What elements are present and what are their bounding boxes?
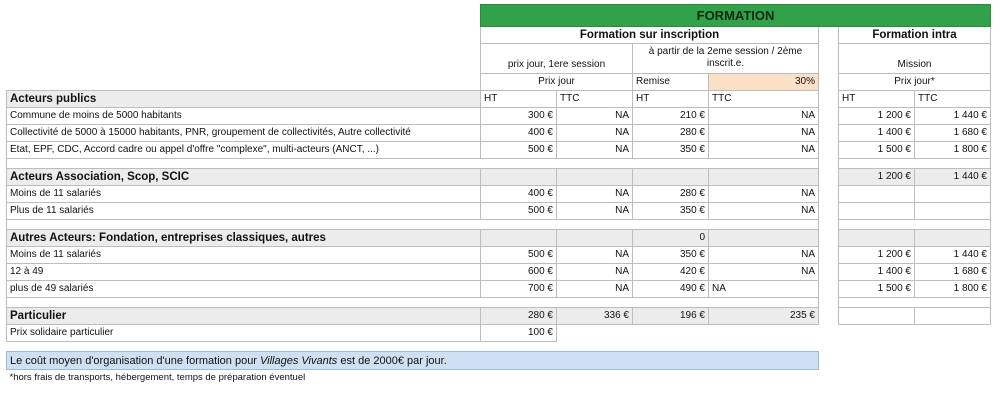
prix-jour-star-label: Prix jour*: [839, 74, 991, 91]
section-title-particulier: Particulier: [7, 308, 481, 325]
pricing-table: FORMATION Formation sur inscription Formation intra prix jour, 1ere session à partir de la 2eme session / 2ème inscrit.e. Mission Prix jour Remise 30% Prix jour* Acteurs publics HT TTC HT TTC HT TTC Commune de moins de 5000 habitants 300 € NA 210 € NA 1 200 € 1 440 € Collectivité de 5000 à 15000 habitants, PNR, groupement de collectivités, Autre collectivité 400 € NA 280 € NA 1 400 € 1 680 € Etat, EPF, CDC, Accord cadre ou appel d'offre "complexe", multi-acteurs (ANCT, ...) 500 € NA 350 € NA 1 500 € 1 800 € Acteurs Association, Scop, SCIC 1 200 € 1 440 € Moins de 11 salariés 400 € NA 280 € NA Plus de 11 salariés 500 € NA 350 € NA Autres Acteurs: Fondation, entreprises classiques, autres 0 Moins de 11 salariés 500 € NA 350 € NA 1 200 € 1 440 € 12 à 49 600 € NA 420 € NA 1 400 € 1 680 € plus de 49 salariés 700 € NA 490 € NA 1 500 € 1 800 € Particulier 280 € 336 € 196 € 235 € Prix solidaire particulier 100 € Le coût moyen d'organisation d'une formation pour Villages Vivants est de 2000€ par jour. *hors frais de transports, hébergement, temps de préparation éventuel: [6, 4, 991, 386]
table-row: Commune de moins de 5000 habitants 300 € NA 210 € NA 1 200 € 1 440 €: [7, 108, 991, 125]
mission-label: Mission: [839, 44, 991, 74]
section-title-autres: Autres Acteurs: Fondation, entreprises classiques, autres: [7, 230, 481, 247]
ttc-label: TTC: [709, 91, 819, 108]
prix-jour-label: Prix jour: [481, 74, 633, 91]
table-row: Plus de 11 salariés 500 € NA 350 € NA: [7, 203, 991, 220]
table-row: Collectivité de 5000 à 15000 habitants, PNR, groupement de collectivités, Autre collectivité 400 € NA 280 € NA 1 400 € 1 680 €: [7, 125, 991, 142]
formation-header: FORMATION: [481, 5, 991, 27]
cost-note: Le coût moyen d'organisation d'une formation pour Villages Vivants est de 2000€ par jour.: [7, 352, 819, 370]
table-row: Prix solidaire particulier 100 €: [7, 325, 991, 342]
remise-label: Remise: [633, 74, 709, 91]
table-row: 12 à 49 600 € NA 420 € NA 1 400 € 1 680 €: [7, 264, 991, 281]
ttc-label: TTC: [557, 91, 633, 108]
formation-intra-header: Formation intra: [839, 27, 991, 44]
formation-inscription-header: Formation sur inscription: [481, 27, 819, 44]
section-title-publics: Acteurs publics: [7, 91, 481, 108]
table-row: plus de 49 salariés 700 € NA 490 € NA 1 500 € 1 800 €: [7, 281, 991, 298]
prix-jour-desc: prix jour, 1ere session: [481, 44, 633, 74]
section-title-association: Acteurs Association, Scop, SCIC: [7, 169, 481, 186]
ht-label: HT: [633, 91, 709, 108]
table-row: Moins de 11 salariés 400 € NA 280 € NA: [7, 186, 991, 203]
ht-label: HT: [839, 91, 915, 108]
footnote: *hors frais de transports, hébergement, temps de préparation éventuel: [9, 372, 306, 383]
ht-label: HT: [481, 91, 557, 108]
table-row: Etat, EPF, CDC, Accord cadre ou appel d'offre "complexe", multi-acteurs (ANCT, ...) 500 € NA 350 € NA 1 500 € 1 800 €: [7, 142, 991, 159]
ttc-label: TTC: [915, 91, 991, 108]
remise-desc: à partir de la 2eme session / 2ème inscrit.e.: [633, 44, 819, 74]
blank-cell: [7, 5, 481, 27]
table-row: Moins de 11 salariés 500 € NA 350 € NA 1 200 € 1 440 €: [7, 247, 991, 264]
remise-value: 30%: [709, 74, 819, 91]
